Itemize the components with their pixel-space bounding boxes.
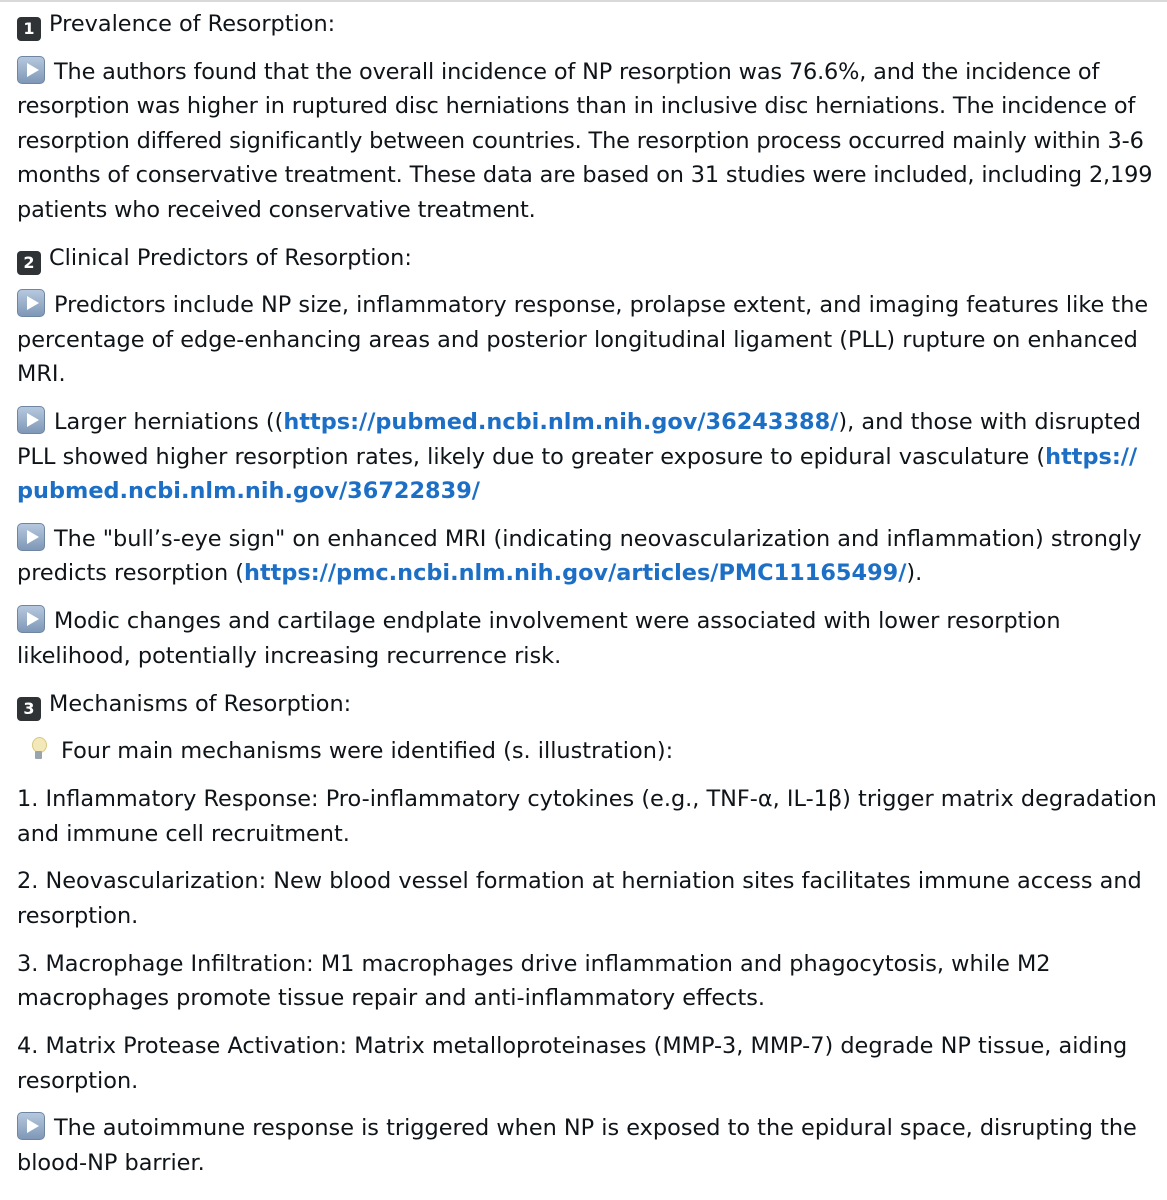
play-button-icon <box>17 1112 45 1140</box>
section-1-title: Prevalence of Resorption: <box>49 11 336 37</box>
section-2-heading <box>17 241 1167 276</box>
paragraph-prevalence <box>17 55 1167 228</box>
bulls-eye-text-b: ). <box>906 560 923 587</box>
modic-text: Modic changes and cartilage endplate involvement were associated with lower resorption likelihood, potentially increasing recurrence risk. <box>17 608 1061 669</box>
section-3-title: Mechanisms of Resorption: <box>49 690 352 717</box>
pubmed-link-36722839[interactable]: https:// pubmed.ncbi.nlm.nih.gov/36722839/ <box>17 443 1138 505</box>
play-button-icon <box>17 56 45 84</box>
mechanism-item: 4. Matrix Protease Activation: Matrix metalloproteinases (MMP-3, MMP-7) degrade NP tissue, aiding resorption. <box>17 1033 1128 1094</box>
play-button-icon <box>17 605 45 633</box>
keycap-2-icon: 2 <box>17 251 41 275</box>
play-button-icon <box>17 523 45 551</box>
light-bulb-icon <box>27 735 49 763</box>
keycap-1-icon: 1 <box>17 17 41 41</box>
herniations-text-a: Larger herniations (( <box>54 409 284 436</box>
autoimmune-text: The autoimmune response is triggered when NP is exposed to the epidural space, disrupting the blood-NP barrier. <box>17 1115 1137 1176</box>
paragraph-four-mechanisms <box>17 734 1167 769</box>
section-2-title: Clinical Predictors of Resorption: <box>49 244 412 271</box>
mechanism-item: 2. Neovascularization: New blood vessel formation at herniation sites facilitates immune access and resorption. <box>17 868 1142 929</box>
keycap-3-icon: 3 <box>17 697 41 721</box>
paragraph-predictors <box>17 288 1167 392</box>
paragraph-larger-herniations <box>17 405 1167 509</box>
predictors-text: Predictors include NP size, inflammatory response, prolapse extent, and imaging features like the percentage of edge-enhancing areas and posterior longitudinal ligament (PLL) rupture on enhanced MRI. <box>17 292 1149 388</box>
mechanism-item: 1. Inflammatory Response: Pro-inflammatory cytokines (e.g., TNF-α, IL-1β) trigger matrix degradation and immune cell recruitment. <box>17 786 1157 847</box>
post-text-body <box>17 7 1167 1194</box>
top-divider <box>0 0 1167 2</box>
section-1-heading <box>17 7 1167 42</box>
mechanism-item: 3. Macrophage Infiltration: M1 macrophages drive inflammation and phagocytosis, while M2 macrophages promote tissue repair and anti-inflammatory effects. <box>17 950 1051 1012</box>
bulls-eye-text-a: The "bull’s-eye sign" on enhanced MRI (indicating neovascularization and inflammation) strongly predicts resorption ( <box>17 525 1142 587</box>
play-button-icon <box>17 289 45 317</box>
paragraph-bulls-eye <box>17 522 1167 591</box>
four-mechanisms-text: Four main mechanisms were identified (s. illustration): <box>61 738 674 765</box>
paragraph-modic <box>17 604 1167 673</box>
pmc-link-PMC11165499[interactable]: https://pmc.ncbi.nlm.nih.gov/articles/PMC11165499/ <box>244 560 907 587</box>
paragraph-autoimmune <box>17 1111 1167 1180</box>
herniations-text-b: ), and those with disrupted PLL showed higher resorption rates, likely due to greater exposure to epidural vasculature ( <box>17 409 1141 470</box>
prevalence-text: The authors found that the overall incidence of NP resorption was 76.6%, and the incidence of resorption was higher in ruptured disc herniations than in inclusive disc herniations. The incidence of resorption differed significantly between countries. The resorption process occurred mainly within 3-6 months of conservative treatment. These data are based on 31 studies were included, including 2,199 patients who received conservative treatment. <box>17 58 1153 223</box>
play-button-icon <box>17 406 45 434</box>
section-3-heading <box>17 687 1167 722</box>
pubmed-link-36243388[interactable]: https://pubmed.ncbi.nlm.nih.gov/36243388/ <box>283 409 839 436</box>
